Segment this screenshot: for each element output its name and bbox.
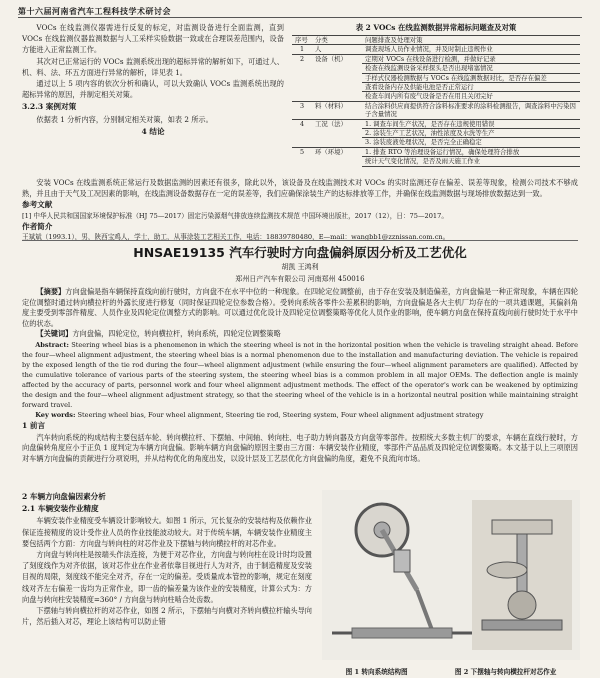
paragraph: 汽车转向系统的构成结构主要包括车轮、转向横拉杆、下摆轴、中间轴、转向柱、电子助力转向器及方向盘等零部件。按照统大多数主机厂的要求，车辆在直线行驶时，方向盘偏转角度应小于正负 1 度判定为车辆方向盘偏。影响车辆方向盘偏的原因主要由三方面：车辆安装作业精度，零部件产品品质及四轮定位调整策略。本文基于以上三项原因对车辆方向盘偏的贡献进行分项说明，并从结构优化的角度出发，以设计层及工艺层优化方向盘偏的角度，避免不良流向市场。 [22, 432, 578, 463]
row-measure: 手样式仪器检测数据与 VOCs 在线监测数据对比，是否存在偏差 [362, 73, 580, 82]
figure-area [322, 490, 580, 678]
prev-article-column [22, 22, 284, 138]
table-row [292, 54, 580, 63]
row-measure: 查看设备内存及供能电池是否正常运行 [362, 83, 580, 92]
table-caption: 表 2 VOCs 在线监测数据异常超标问题查及对策 [355, 23, 517, 32]
table-row [292, 119, 580, 128]
row-category: 工况（法） [312, 119, 362, 147]
section-title: 4 结论 [141, 126, 165, 136]
table-row [292, 147, 580, 156]
row-number: 4 [292, 119, 312, 147]
row-number: 5 [292, 147, 312, 166]
article-affiliation: 郑州日产汽车有限公司 河南郑州 450016 [235, 275, 365, 283]
figure-2-caption: 图 2 下摆轴与转向横拉杆对芯作业 [454, 668, 557, 676]
article-authors: 胡凯 王鸿利 [281, 263, 319, 271]
row-measure: 结合涂料供应商提供符合涂料标准要求的涂料检测报告，调查涂料中污染因子含量情况 [362, 101, 580, 119]
abstract-en: Abstract: Steering wheel bias is a phenomenon in which the steering wheel is not in the horizontal position when the vehicle is traveling straight ahead. Before the four—wheel alignment adjustment, the steering wheel bias is a normal phenomenon due to the installation and manufacturing deviation. The vehicle is repaired by the exposed length of the tie rod during the four—wheel alignment adjustment (while ensuring the four—wheel alignment parameters are qualified). Affected by the cumulative tolerance of various parts of the steering system, the steering wheel bias is a common problem in all major OEMs. The deflection angle is mainly affected by the accuracy of parts, personnel work and four wheel alignment adjustment methods. The effect of the operator's work can be weakened by optimizing the design and the four—wheel alignment adjustment strategy, so that the steering wheel of the vehicle is in a horizontal neutral position while maintaining straight forward travel. [22, 340, 578, 409]
figure-2-drawing [472, 500, 572, 650]
paragraph: 依据表 1 分析内容，分别制定相关对策，如表 2 所示。 [36, 114, 213, 124]
section-title: 1 前言 [22, 420, 46, 430]
row-category: 人 [312, 45, 362, 54]
abstract-block [22, 287, 578, 464]
reference-item: [1] 中华人民共和国国家环境保护标准（HJ 75—2017）固定污染源烟气排放连续监测技术规范 中国环境出版社，2017（12），日：75—2017。 [22, 211, 448, 220]
keywords-cn: 【关键词】方向盘偏，四轮定位，转向横拉杆，转向系统，四轮定位调整策略 [36, 329, 281, 339]
row-measure: 调查现场人员作业情况，并及时制止违规作业 [362, 45, 580, 54]
paragraph: 下摆轴与转向横拉杆的对芯作业，如图 2 所示，下摆轴与向横对齐转向横拉杆输头导向片，然后插入对芯，理论上该结构可以防止错 [22, 606, 312, 627]
row-measure: 3. 涂装废液处理状况，是否完全正确稳定 [362, 138, 580, 147]
row-measure: 统计天气变化情况，是否及雨天施工作业 [362, 157, 580, 166]
paragraph: 安装 VOCs 在线监测系统正常运行及数据监测的因素还有很多，除此以外，该设备及在线监测技术对 VOCs 的实时监测还存在偏差、误差等现象，检测公司技术不够成熟，并且由于天气及工况因素的影响，在线监测设备数据存在一定的误差等，我们应确保涂装生产的达标排放等工作，并确保在线监测数据与现场排放数据达到一致。 [22, 178, 578, 199]
row-number: 1 [292, 45, 312, 54]
paragraph: 方向盘与转向柱是按端头作法连接，为便于对芯作业，方向盘与转向柱在设计时均设置了刻度线作为对齐依据，该对芯作业在作业者依靠目视进行人为对齐，由于制造精度及安装目视的局限，刻度线不能完全对齐，存在一定的偏差。受质量成本管控的影响，规定在刻度线对齐左右偏差一齿均为正常作业，即一齿的偏差量为该作业的安装精度，计算公式为：方向盘与转向柱安装精度=360° / 方向盘与转向柱啮合处齿数。 [22, 550, 312, 604]
table-2 [292, 22, 580, 167]
row-measure: 2. 涂装生产工艺状况，油性浓度及水洗等生产 [362, 129, 580, 138]
header-rule [18, 17, 582, 18]
row-number: 3 [292, 101, 312, 119]
subsection-title: 2.1 车辆安装作业精度 [22, 504, 99, 514]
figure-captions [322, 666, 580, 676]
table-header-row [292, 36, 580, 45]
keywords-en: Key words: Steering wheel bias, Four wheel alignment, Steering tie rod, Steering system, Four wheel alignment adjustment strategy [35, 410, 484, 419]
row-measure: 检查在线监测设备采样探头是否出现堵塞情况 [362, 64, 580, 73]
data-table [292, 35, 580, 167]
body-column [22, 490, 312, 627]
row-measure: 定期对 VOCs 在线设备进行检测，并做好记录 [362, 54, 580, 63]
table-row [292, 45, 580, 54]
section-title: 2 车辆方向盘偏因素分析 [22, 492, 106, 501]
steering-system-figures [322, 490, 580, 660]
paragraph: VOCs 在线监测仪器需进行反复的标定，对监测设备进行全面监测，直到 VOCs 在线监测仪器监测数据与人工采样实验数据一致或在合理误差范围内，设备方能进入正常监测工作。 [22, 23, 284, 55]
row-measure: 检查车间内所有废气设备是否在用且关闭完好 [362, 92, 580, 101]
conclusion-block [22, 177, 578, 242]
abstract-cn: 【摘要】方向盘偏是指车辆保持直线向前行驶时，方向盘不在水平中位的一种现象。在四轮定位调整前，由于存在安装及制造偏差，方向盘偏是一种正常现象，车辆在四轮定位调整时通过转向横拉杆的外露长度进行修复（同时保证四轮定位参数合格）。受转向系统各零件公差累积的影响，方向盘偏是各大主机厂均存在的一项共通课题，其偏斜角度主要受到零部件精度、人员作业及四轮定位调整方式的影响。可以通过优化设计及四轮定位调整策略等优化人员作业的影响，使车辆方向盘在保持直线向前行驶时处于水平中位的状态。 [22, 287, 578, 328]
paragraph: 其次对已正常运行的 VOCs 监测系统出现的超标异常的解析如下，可通过人、机、料、法、环五方面进行异常的解析，详见表 1。 [22, 56, 284, 77]
row-number: 2 [292, 54, 312, 101]
row-measure: 1. 调查车间生产状况，是否存在违规使用错误 [362, 119, 580, 128]
paragraph: 车辆安装作业精度受车辆设计影响较大。如图 1 所示，冗长复杂的安装结构及依赖作业保证连接精度的设计受作业人员的作业技能波动较大。对于传统车辆，车辆安装作业精度主要包括两个方面：方向盘与转向柱的对芯作业及下摆轴与转向横拉杆的对芯作业。 [22, 516, 312, 548]
column-header: 序号 [292, 36, 312, 45]
figure-1-caption: 图 1 转向系统结构图 [345, 668, 408, 676]
row-category: 料（材料） [312, 101, 362, 119]
journal-header: 第十六届河南省汽车工程科技学术研讨会 [18, 6, 171, 16]
column-header: 问题排查及处理对策 [362, 36, 580, 45]
column-header: 分类 [312, 36, 362, 45]
author-bio: 王斌斌（1993.1），男，陕西宝鸡人，学士，助工，从事涂装工艺相关工作，电话：18839780480，E—mail：wangbb1@zznissan.com.cn。 [22, 232, 450, 241]
row-category: 环（环境） [312, 147, 362, 166]
author-heading: 作者简介 [22, 221, 53, 231]
table-row [292, 101, 580, 119]
article-separator [22, 240, 578, 241]
references-heading: 参考文献 [22, 200, 53, 210]
paragraph: 通过以上 5 项内容的依次分析和确认，可以大致确认 VOCs 监测系统出现的超标异常的原因，并制定相关对策。 [22, 79, 284, 100]
row-category: 设备（机） [312, 54, 362, 101]
section-title: 3.2.3 案例对策 [22, 102, 77, 112]
article-title: HNSAE19135 汽车行驶时方向盘偏斜原因分析及工艺优化 [133, 245, 467, 260]
row-measure: 1. 排查 RTO 等治理设备运行情况，确保处理符合排放 [362, 147, 580, 156]
